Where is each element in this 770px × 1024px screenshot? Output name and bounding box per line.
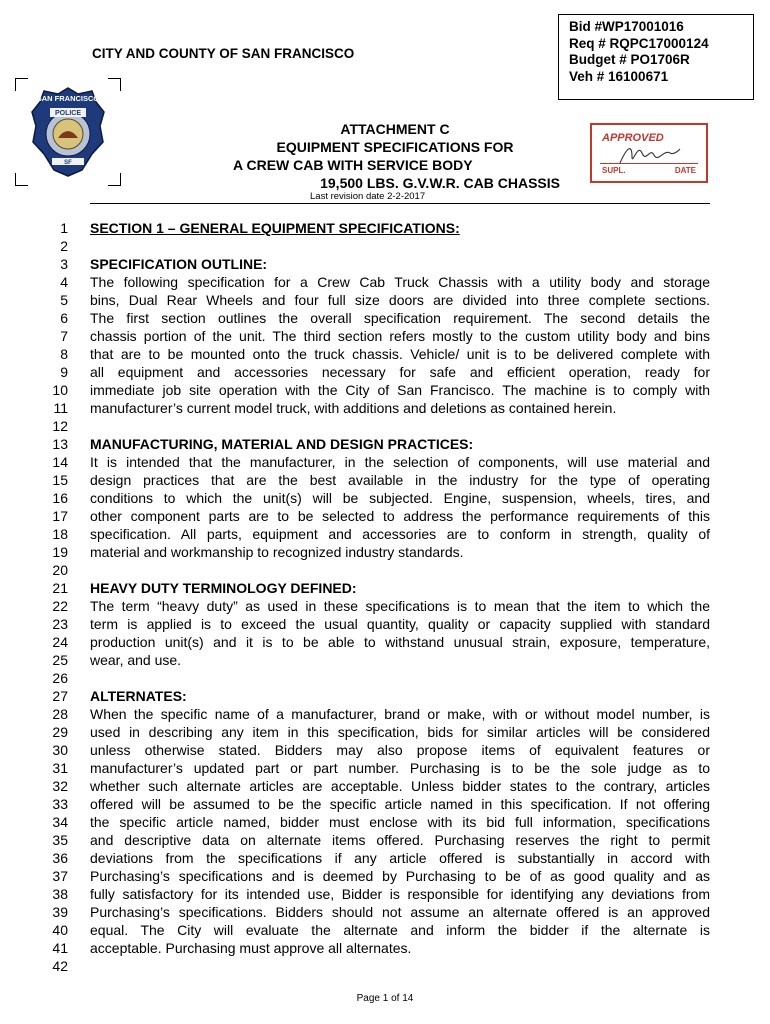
body-line: deviations from the specifications if any article offered is substantially in accord with [90, 850, 710, 866]
body-line: the specific article named, bidder must enclose with its bid full information, specifications [90, 814, 710, 830]
bid-number: Bid #WP17001016 [569, 19, 684, 34]
vehicle-number: Veh # 16100671 [569, 68, 669, 84]
section-heading: SECTION 1 – GENERAL EQUIPMENT SPECIFICATIONS: [90, 220, 460, 236]
agency-name: CITY AND COUNTY OF SAN FRANCISCO [92, 46, 355, 61]
line-number: 4 [60, 274, 68, 290]
line-number: 19 [52, 544, 68, 560]
body-line: immediate job site operation with the City of San Francisco. The machine is to comply with [90, 382, 710, 398]
line-number: 20 [52, 562, 68, 578]
line-number: 8 [60, 346, 68, 362]
line-number: 33 [52, 796, 68, 812]
req-number: Req # RQPC17000124 [569, 35, 709, 51]
body-line: offered will be assumed to be the specific article named in this specification. If not offering [90, 796, 710, 812]
header-rule [90, 203, 710, 204]
budget-number: Budget # PO1706R [569, 52, 690, 67]
subsection-heading: SPECIFICATION OUTLINE: [90, 256, 268, 272]
line-number: 16 [52, 490, 68, 506]
line-number: 42 [52, 958, 68, 974]
body-line: chassis portion of the unit. The third section refers mostly to the custom utility body and bins [90, 328, 710, 344]
line-number: 17 [52, 508, 68, 524]
body-line: The term “heavy duty” as used in these specifications is to mean that the item to which the [90, 598, 710, 614]
approved-stamp [590, 123, 708, 183]
bid-info-box [558, 14, 754, 100]
line-number: 7 [60, 328, 68, 344]
body-line: fully satisfactory for its intended use, Bidder is responsible for identifying any deviations from [90, 886, 710, 902]
line-number: 24 [52, 634, 68, 650]
line-number: 6 [60, 310, 68, 326]
subsection-heading: HEAVY DUTY TERMINOLOGY DEFINED: [90, 580, 357, 596]
corner-bracket [15, 78, 28, 91]
line-number: 23 [52, 616, 68, 632]
badge-police-text: POLICE [54, 110, 82, 117]
line-number: 12 [52, 418, 68, 434]
line-number: 41 [52, 940, 68, 956]
line-number: 9 [60, 364, 68, 380]
body-line: The following specification for a Crew Cab Truck Chassis with a utility body and storage [90, 274, 710, 290]
body-line: and descriptive data on alternate items offered. Purchasing reserves the right to permit [90, 832, 710, 848]
line-number: 39 [52, 904, 68, 920]
line-number: 15 [52, 472, 68, 488]
revision-date: Last revision date 2-2-2017 [310, 191, 426, 202]
stamp-right-label: DATE [674, 166, 696, 175]
title-line: A CREW CAB WITH SERVICE BODY [233, 157, 473, 173]
body-line: other component parts are to be selected to address the performance requirements of this [90, 508, 710, 524]
body-line: all equipment and accessories necessary for safe and efficient operation, ready for [90, 364, 710, 380]
title-line: EQUIPMENT SPECIFICATIONS FOR [276, 139, 514, 155]
line-number: 25 [52, 652, 68, 668]
stamp-rule [600, 163, 698, 164]
line-number: 18 [52, 526, 68, 542]
body-line: Purchasing’s specifications and is deemed by Purchasing to be of as good quality and as [90, 868, 710, 884]
body-line: equal. The City will evaluate the alternate and inform the bidder if the alternate is [90, 922, 710, 938]
body-line: When the specific name of a manufacturer, brand or make, with or without model number, is [90, 706, 710, 722]
body-line: manufacturer’s updated part or part number. Purchasing is to be the sole judge as to [90, 760, 710, 776]
line-number: 21 [52, 580, 68, 596]
line-number: 10 [52, 382, 68, 398]
line-number: 5 [60, 292, 68, 308]
line-number: 14 [52, 454, 68, 470]
line-number: 27 [52, 688, 68, 704]
corner-bracket [108, 78, 121, 91]
title-line: ATTACHMENT C [340, 121, 450, 137]
line-number: 3 [60, 256, 68, 272]
line-number: 30 [52, 742, 68, 758]
body-line: specification. All parts, equipment and accessories are to conform in strength, quality of [90, 526, 710, 542]
body-line: that are to be mounted onto the truck chassis. Vehicle/ unit is to be delivered complete with [90, 346, 710, 362]
line-number: 28 [52, 706, 68, 722]
seal-area [15, 78, 121, 186]
corner-bracket [108, 173, 121, 186]
body-line: used in describing any item in this specification, bids for similar articles will be considered [90, 724, 710, 740]
body-line: whether such alternate articles are acceptable. Unless bidder states to the contrary, articles [90, 778, 710, 794]
line-number: 26 [52, 670, 68, 686]
body-line: acceptable. Purchasing must approve all alternates. [90, 940, 412, 956]
badge-bottom-text: SF [64, 160, 72, 166]
corner-bracket [15, 173, 28, 186]
body-line: wear, and use. [90, 652, 182, 668]
line-number: 36 [52, 850, 68, 866]
line-number: 11 [53, 400, 68, 416]
body-line: design practices that are the best available in the industry for the type of operating [90, 472, 710, 488]
police-badge-icon [30, 86, 106, 178]
body-line: term is applied is to exceed the usual quantity, quality or capacity supplied with standard [90, 616, 710, 632]
badge-top-text: SAN FRANCISCO [36, 94, 100, 103]
body-line: manufacturer’s current model truck, with additions and deletions as contained herein. [90, 400, 617, 416]
subsection-heading: ALTERNATES: [90, 688, 187, 704]
line-number: 22 [52, 598, 68, 614]
line-number: 2 [60, 238, 68, 254]
line-number: 40 [52, 922, 68, 938]
body-line: conditions to which the unit(s) will be subjected. Engine, suspension, wheels, tires, and [90, 490, 710, 506]
body-line: production unit(s) and it is to be able to withstand unusual strain, exposure, temperature, [90, 634, 710, 650]
line-number: 13 [52, 436, 68, 452]
body-line: unless otherwise stated. Bidders may also propose items of equivalent features or [90, 742, 710, 758]
line-number: 29 [52, 724, 68, 740]
line-number: 35 [52, 832, 68, 848]
title-line: 19,500 LBS. G.V.W.R. CAB CHASSIS [320, 175, 560, 191]
page-footer: Page 1 of 14 [356, 993, 414, 1004]
line-number: 34 [52, 814, 68, 830]
body-line: material and workmanship to recognized industry standards. [90, 544, 464, 560]
body-line: It is intended that the manufacturer, in the selection of components, will use material and [90, 454, 710, 470]
stamp-label: APPROVED [602, 132, 664, 144]
line-number: 38 [52, 886, 68, 902]
body-line: The first section outlines the overall specification requirement. The second details the [90, 310, 710, 326]
line-number: 32 [52, 778, 68, 794]
subsection-heading: MANUFACTURING, MATERIAL AND DESIGN PRACTICES: [90, 436, 474, 452]
body-line: Purchasing’s specifications. Bidders should not assume an alternate offered is an approved [90, 904, 710, 920]
document-title [230, 120, 560, 192]
line-number: 31 [52, 760, 68, 776]
line-number: 37 [52, 868, 68, 884]
body-line: bins, Dual Rear Wheels and four full size doors are divided into three complete sections. [90, 292, 710, 308]
line-number: 1 [60, 220, 68, 236]
stamp-left-label: SUPL. [602, 166, 626, 175]
